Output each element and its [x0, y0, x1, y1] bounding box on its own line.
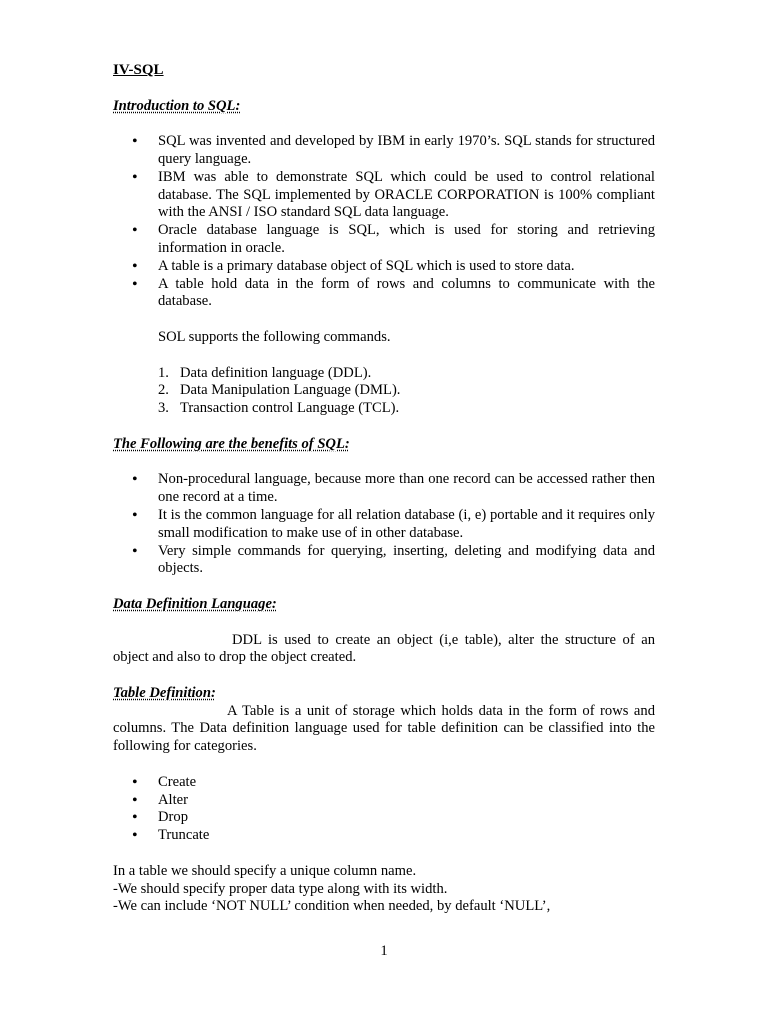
- list-item: [113, 382, 655, 400]
- list-item: • Alter: [113, 792, 655, 810]
- list-item: • IBM was able to demonstrate SQL which could be used to control relational database. The SQL implemented by ORACLE CORPORATION is 100% compliant with the ANSI / ISO standard SQL data language.: [113, 169, 655, 222]
- benefits-bullet-list: [113, 471, 655, 578]
- benefits-heading: The Following are the benefits of SQL:: [113, 435, 350, 452]
- commands-intro: SOL supports the following commands.: [158, 328, 391, 345]
- table-definition-heading: Table Definition:: [113, 684, 216, 701]
- list-item: • Non-procedural language, because more than one record can be accessed rather then one record at a time.: [113, 471, 655, 507]
- ddl-text: DDL is used to create an object (i,e table), alter the structure of an object and also to drop the object created.: [113, 631, 655, 666]
- list-number: 1.: [158, 364, 169, 381]
- list-item: • Create: [113, 774, 655, 792]
- categories-list: [113, 774, 655, 845]
- list-item: • Truncate: [113, 827, 655, 845]
- list-item: • Very simple commands for querying, inserting, deleting and modifying data and objects.: [113, 543, 655, 579]
- list-item: • A table is a primary database object of SQL which is used to store data.: [113, 258, 655, 276]
- note-line: -We can include ‘NOT NULL’ condition when needed, by default ‘NULL’,: [113, 898, 551, 915]
- list-item: [113, 365, 655, 383]
- list-text: Data Manipulation Language (DML).: [180, 382, 401, 399]
- table-definition-text: A Table is a unit of storage which holds data in the form of rows and columns. The Data definition language used for table definition can be classified into the following for categories.: [113, 702, 655, 755]
- list-text: Transaction control Language (TCL).: [180, 400, 400, 417]
- list-item: • A table hold data in the form of rows and columns to communicate with the database.: [113, 276, 655, 312]
- list-item: • Drop: [113, 809, 655, 827]
- list-number: 3.: [158, 400, 169, 417]
- list-item: • Oracle database language is SQL, which is used for storing and retrieving information in oracle.: [113, 222, 655, 258]
- document-title: IV-SQL: [113, 62, 164, 78]
- note-line: -We should specify proper data type along with its width.: [113, 880, 448, 897]
- list-text: Data definition language (DDL).: [180, 364, 372, 381]
- table-definition-paragraph: [113, 703, 655, 756]
- intro-heading: Introduction to SQL:: [113, 97, 241, 114]
- page-number: 1: [380, 943, 388, 959]
- list-number: 2.: [158, 382, 169, 399]
- list-item: • SQL was invented and developed by IBM in early 1970’s. SQL stands for structured query language.: [113, 133, 655, 169]
- document-page: [113, 62, 655, 916]
- intro-bullet-list: [113, 133, 655, 311]
- list-item: [113, 400, 655, 418]
- note-line: In a table we should specify a unique column name.: [113, 862, 417, 879]
- commands-list: [113, 365, 655, 418]
- ddl-heading: Data Definition Language:: [113, 595, 277, 612]
- list-item: • It is the common language for all relation database (i, e) portable and it requires only small modification to make use of in other database.: [113, 507, 655, 543]
- ddl-paragraph: [113, 632, 655, 668]
